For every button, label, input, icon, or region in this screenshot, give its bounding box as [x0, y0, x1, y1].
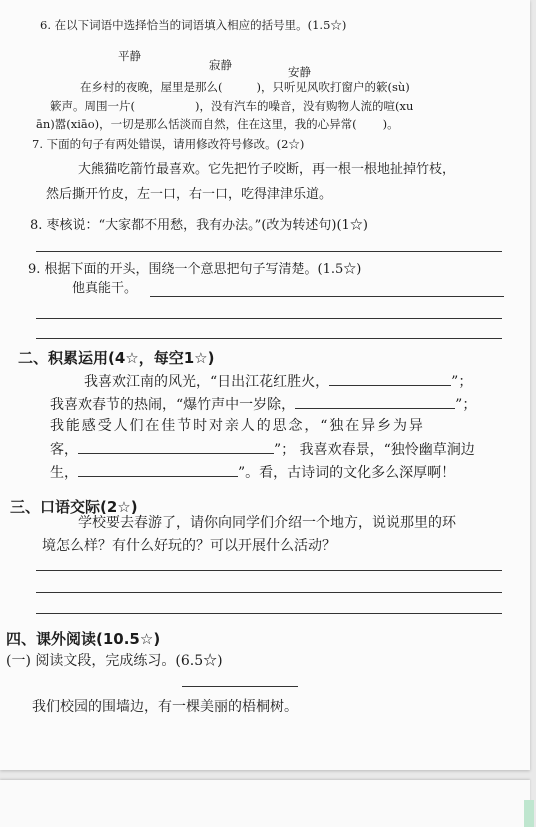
s4-subtitle: (一) 阅读文段，完成练习。(6.5☆) — [6, 653, 223, 669]
q6-line-2: 簌声。周围一片( )，没有汽车的噪音，没有购物人流的喧(xu — [50, 99, 414, 113]
q9-answer-line-2[interactable] — [36, 318, 502, 319]
section-3-title: 三、口语交际(2☆) — [10, 498, 138, 516]
q9-start: 他真能干。 — [72, 281, 138, 296]
section-2-title: 二、积累运用(4☆，每空1☆) — [18, 349, 215, 367]
s2-line-4: 客， ”； 我喜欢春景，“独怜幽草涧边 — [50, 442, 475, 458]
q7-title: 7. 下面的句子有两处错误，请用修改符号修改。(2☆) — [32, 137, 305, 151]
s2-blank-3[interactable] — [78, 441, 274, 454]
s3-answer-line-3[interactable] — [36, 613, 502, 614]
s2-blank-1[interactable] — [329, 373, 451, 386]
next-page-edge — [0, 780, 530, 827]
q6-line-3: ān)嚣(xiāo)，一切是那么恬淡而自然，住在这里，我的心异常( )。 — [36, 117, 399, 131]
section-4-title: 四、课外阅读(10.5☆) — [6, 630, 161, 648]
s3-answer-line-2[interactable] — [36, 592, 502, 593]
s3-answer-line-1[interactable] — [36, 570, 502, 571]
q6-word-3: 安静 — [288, 65, 311, 79]
q8-answer-line[interactable] — [36, 251, 502, 252]
s2-line-2: 我喜欢春节的热闹，“爆竹声中一岁除， ”； — [50, 397, 477, 413]
q6-word-2: 寂静 — [209, 58, 232, 72]
q7-line-1: 大熊猫吃箭竹最喜欢。它先把竹子咬断，再一根一根地扯掉竹枝， — [78, 162, 456, 177]
q6-line-1: 在乡村的夜晚，屋里是那么( )，只听见风吹打窗户的簌(sù) — [80, 80, 410, 94]
q6-word-1: 平静 — [118, 49, 141, 63]
s2-line-5: 生， ”。看，古诗词的文化多么深厚啊！ — [50, 465, 456, 481]
s3-line-1: 学校要去春游了，请你向同学们介绍一个地方，说说那里的环 — [78, 515, 456, 531]
s3-line-2: 境怎么样？有什么好玩的？可以开展什么活动？ — [42, 538, 336, 554]
s2-blank-2[interactable] — [295, 396, 455, 409]
s2-blank-4[interactable] — [78, 464, 238, 477]
page-tab-marker — [524, 800, 534, 827]
q6-title: 6. 在以下词语中选择恰当的词语填入相应的括号里。(1.5☆) — [40, 18, 347, 32]
q7-line-2: 然后撕开竹皮，左一口，右一口，吃得津津乐道。 — [46, 187, 333, 202]
s4-title-blank[interactable] — [182, 686, 298, 687]
q9-title: 9. 根据下面的开头，围绕一个意思把句子写清楚。(1.5☆) — [28, 262, 362, 277]
s4-line-1: 我们校园的围墙边，有一棵美丽的梧桐树。 — [32, 699, 298, 715]
q8-title: 8. 枣核说：“大家都不用愁，我有办法。”(改为转述句)(1☆) — [30, 218, 368, 233]
q9-answer-line-3[interactable] — [36, 338, 502, 339]
s2-line-3: 我能感受人们在佳节时对亲人的思念，“独在异乡为异 — [50, 418, 425, 434]
s2-line-1: 我喜欢江南的风光，“日出江花红胜火， ”； — [84, 374, 473, 390]
q9-answer-line-1[interactable] — [150, 296, 504, 297]
